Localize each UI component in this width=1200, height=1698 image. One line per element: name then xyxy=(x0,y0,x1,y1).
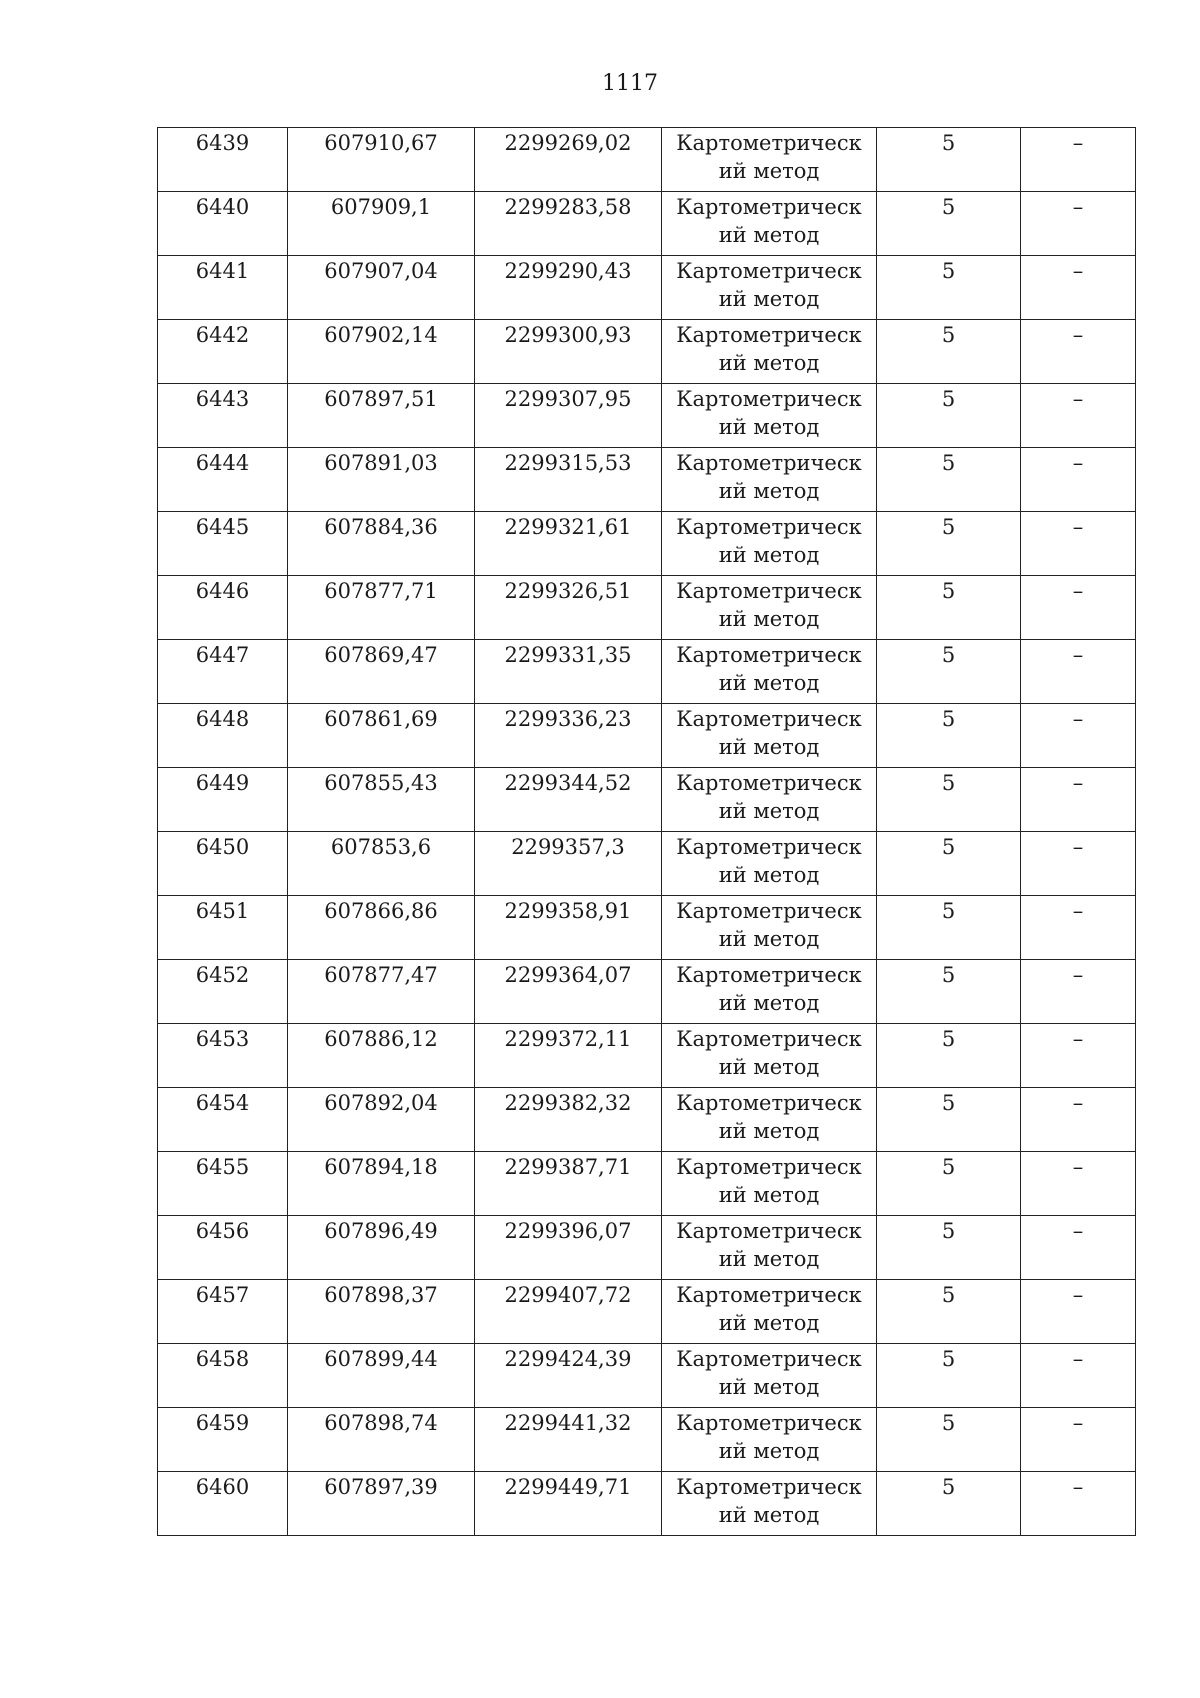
x-coordinate-text: 607909,1 xyxy=(330,195,432,219)
method-cell xyxy=(662,1408,877,1472)
point-number-text: 6440 xyxy=(195,195,250,219)
x-coordinate-cell xyxy=(288,320,475,384)
x-coordinate-text: 607894,18 xyxy=(324,1155,438,1179)
accuracy-cell xyxy=(877,512,1021,576)
table-row xyxy=(158,1344,1136,1408)
note-cell xyxy=(1021,960,1136,1024)
point-number-cell xyxy=(158,576,288,640)
y-coordinate-text: 2299387,71 xyxy=(504,1155,632,1179)
x-coordinate-cell xyxy=(288,1344,475,1408)
point-number-cell xyxy=(158,512,288,576)
accuracy-text: 5 xyxy=(941,899,956,923)
table-row xyxy=(158,1152,1136,1216)
note-text: – xyxy=(1072,771,1084,795)
method-text: Картометрический метод xyxy=(676,1091,862,1143)
y-coordinate-text: 2299315,53 xyxy=(504,451,632,475)
point-number-text: 6452 xyxy=(195,963,250,987)
method-text: Картометрический метод xyxy=(676,579,862,631)
y-coordinate-cell xyxy=(475,320,662,384)
method-cell xyxy=(662,1088,877,1152)
method-cell xyxy=(662,448,877,512)
x-coordinate-cell xyxy=(288,704,475,768)
method-text: Картометрический метод xyxy=(676,1027,862,1079)
y-coordinate-cell xyxy=(475,576,662,640)
y-coordinate-text: 2299449,71 xyxy=(504,1475,632,1499)
table-row xyxy=(158,576,1136,640)
note-text: – xyxy=(1072,1219,1084,1243)
note-cell xyxy=(1021,576,1136,640)
accuracy-text: 5 xyxy=(941,451,956,475)
note-cell xyxy=(1021,320,1136,384)
point-number-text: 6456 xyxy=(195,1219,250,1243)
accuracy-text: 5 xyxy=(941,835,956,859)
table-body xyxy=(158,128,1136,1536)
method-cell xyxy=(662,1344,877,1408)
point-number-text: 6443 xyxy=(195,387,250,411)
table-row xyxy=(158,320,1136,384)
x-coordinate-text: 607877,71 xyxy=(324,579,438,603)
note-cell xyxy=(1021,1408,1136,1472)
x-coordinate-text: 607884,36 xyxy=(324,515,438,539)
point-number-text: 6444 xyxy=(195,451,250,475)
accuracy-text: 5 xyxy=(941,1027,956,1051)
accuracy-text: 5 xyxy=(941,707,956,731)
method-cell xyxy=(662,704,877,768)
x-coordinate-text: 607861,69 xyxy=(324,707,438,731)
point-number-text: 6445 xyxy=(195,515,250,539)
note-text: – xyxy=(1072,1475,1084,1499)
y-coordinate-text: 2299321,61 xyxy=(504,515,632,539)
method-cell xyxy=(662,832,877,896)
x-coordinate-cell xyxy=(288,1088,475,1152)
accuracy-text: 5 xyxy=(941,1219,956,1243)
y-coordinate-text: 2299372,11 xyxy=(504,1027,632,1051)
method-cell xyxy=(662,576,877,640)
point-number-text: 6454 xyxy=(195,1091,250,1115)
note-text: – xyxy=(1072,451,1084,475)
x-coordinate-text: 607886,12 xyxy=(324,1027,438,1051)
note-text: – xyxy=(1072,1411,1084,1435)
x-coordinate-text: 607899,44 xyxy=(324,1347,438,1371)
x-coordinate-text: 607902,14 xyxy=(324,323,438,347)
accuracy-cell xyxy=(877,1472,1021,1536)
point-number-cell xyxy=(158,320,288,384)
accuracy-text: 5 xyxy=(941,1347,956,1371)
point-number-text: 6442 xyxy=(195,323,250,347)
x-coordinate-text: 607897,39 xyxy=(324,1475,438,1499)
method-text: Картометрический метод xyxy=(676,1347,862,1399)
method-cell xyxy=(662,768,877,832)
accuracy-cell xyxy=(877,384,1021,448)
x-coordinate-text: 607877,47 xyxy=(324,963,438,987)
point-number-cell xyxy=(158,832,288,896)
y-coordinate-cell xyxy=(475,832,662,896)
method-cell xyxy=(662,320,877,384)
note-cell xyxy=(1021,1472,1136,1536)
method-cell xyxy=(662,1472,877,1536)
table-row xyxy=(158,512,1136,576)
table-row xyxy=(158,384,1136,448)
method-cell xyxy=(662,1024,877,1088)
y-coordinate-cell xyxy=(475,384,662,448)
method-text: Картометрический метод xyxy=(676,387,862,439)
note-text: – xyxy=(1072,899,1084,923)
accuracy-cell xyxy=(877,576,1021,640)
accuracy-cell xyxy=(877,1216,1021,1280)
note-cell xyxy=(1021,1024,1136,1088)
y-coordinate-text: 2299336,23 xyxy=(504,707,632,731)
note-cell xyxy=(1021,1088,1136,1152)
page-number: 1117 xyxy=(602,71,658,96)
y-coordinate-text: 2299382,32 xyxy=(504,1091,632,1115)
x-coordinate-cell xyxy=(288,832,475,896)
accuracy-cell xyxy=(877,1024,1021,1088)
y-coordinate-text: 2299290,43 xyxy=(504,259,632,283)
y-coordinate-text: 2299331,35 xyxy=(504,643,632,667)
accuracy-text: 5 xyxy=(941,195,956,219)
point-number-cell xyxy=(158,384,288,448)
x-coordinate-cell xyxy=(288,1024,475,1088)
point-number-cell xyxy=(158,1216,288,1280)
method-text: Картометрический метод xyxy=(676,1155,862,1207)
accuracy-text: 5 xyxy=(941,323,956,347)
point-number-text: 6447 xyxy=(195,643,250,667)
accuracy-text: 5 xyxy=(941,1091,956,1115)
point-number-cell xyxy=(158,256,288,320)
method-text: Картометрический метод xyxy=(676,451,862,503)
table-row xyxy=(158,1088,1136,1152)
accuracy-text: 5 xyxy=(941,131,956,155)
accuracy-text: 5 xyxy=(941,963,956,987)
accuracy-cell xyxy=(877,448,1021,512)
y-coordinate-text: 2299307,95 xyxy=(504,387,632,411)
table-row xyxy=(158,896,1136,960)
point-number-cell xyxy=(158,192,288,256)
note-text: – xyxy=(1072,579,1084,603)
accuracy-cell xyxy=(877,1152,1021,1216)
x-coordinate-text: 607891,03 xyxy=(324,451,438,475)
x-coordinate-text: 607907,04 xyxy=(324,259,438,283)
x-coordinate-cell xyxy=(288,1408,475,1472)
accuracy-text: 5 xyxy=(941,771,956,795)
y-coordinate-text: 2299441,32 xyxy=(504,1411,632,1435)
method-text: Картометрический метод xyxy=(676,963,862,1015)
table-row xyxy=(158,1408,1136,1472)
x-coordinate-text: 607866,86 xyxy=(324,899,438,923)
y-coordinate-cell xyxy=(475,192,662,256)
point-number-text: 6441 xyxy=(195,259,250,283)
y-coordinate-cell xyxy=(475,960,662,1024)
method-cell xyxy=(662,512,877,576)
y-coordinate-cell xyxy=(475,1408,662,1472)
method-text: Картометрический метод xyxy=(676,131,862,183)
note-cell xyxy=(1021,832,1136,896)
accuracy-cell xyxy=(877,640,1021,704)
x-coordinate-cell xyxy=(288,768,475,832)
note-text: – xyxy=(1072,707,1084,731)
x-coordinate-text: 607898,74 xyxy=(324,1411,438,1435)
point-number-cell xyxy=(158,704,288,768)
x-coordinate-text: 607892,04 xyxy=(324,1091,438,1115)
method-text: Картометрический метод xyxy=(676,707,862,759)
y-coordinate-text: 2299326,51 xyxy=(504,579,632,603)
y-coordinate-cell xyxy=(475,256,662,320)
point-number-text: 6446 xyxy=(195,579,250,603)
accuracy-cell xyxy=(877,704,1021,768)
accuracy-text: 5 xyxy=(941,1411,956,1435)
note-text: – xyxy=(1072,1283,1084,1307)
y-coordinate-text: 2299357,3 xyxy=(511,835,625,859)
note-cell xyxy=(1021,896,1136,960)
y-coordinate-cell xyxy=(475,704,662,768)
x-coordinate-cell xyxy=(288,128,475,192)
note-text: – xyxy=(1072,1091,1084,1115)
table-row xyxy=(158,1280,1136,1344)
accuracy-cell xyxy=(877,832,1021,896)
method-cell xyxy=(662,128,877,192)
note-text: – xyxy=(1072,835,1084,859)
note-cell xyxy=(1021,1344,1136,1408)
x-coordinate-cell xyxy=(288,1216,475,1280)
accuracy-cell xyxy=(877,1408,1021,1472)
point-number-text: 6449 xyxy=(195,771,250,795)
y-coordinate-cell xyxy=(475,896,662,960)
y-coordinate-cell xyxy=(475,1472,662,1536)
method-text: Картометрический метод xyxy=(676,899,862,951)
note-cell xyxy=(1021,1152,1136,1216)
x-coordinate-text: 607869,47 xyxy=(324,643,438,667)
table-row xyxy=(158,448,1136,512)
accuracy-text: 5 xyxy=(941,387,956,411)
table-row xyxy=(158,640,1136,704)
table-row xyxy=(158,1216,1136,1280)
note-text: – xyxy=(1072,323,1084,347)
note-cell xyxy=(1021,128,1136,192)
note-cell xyxy=(1021,448,1136,512)
note-cell xyxy=(1021,1280,1136,1344)
point-number-cell xyxy=(158,128,288,192)
point-number-cell xyxy=(158,1472,288,1536)
point-number-cell xyxy=(158,1088,288,1152)
point-number-text: 6455 xyxy=(195,1155,250,1179)
y-coordinate-text: 2299358,91 xyxy=(504,899,632,923)
accuracy-text: 5 xyxy=(941,1283,956,1307)
point-number-cell xyxy=(158,1344,288,1408)
method-text: Картометрический метод xyxy=(676,1283,862,1335)
point-number-text: 6460 xyxy=(195,1475,250,1499)
accuracy-cell xyxy=(877,256,1021,320)
table-row xyxy=(158,128,1136,192)
point-number-cell xyxy=(158,960,288,1024)
note-text: – xyxy=(1072,131,1084,155)
table-row xyxy=(158,960,1136,1024)
method-text: Картометрический метод xyxy=(676,1411,862,1463)
method-text: Картометрический метод xyxy=(676,1475,862,1527)
point-number-cell xyxy=(158,896,288,960)
note-text: – xyxy=(1072,1027,1084,1051)
x-coordinate-cell xyxy=(288,256,475,320)
y-coordinate-cell xyxy=(475,1152,662,1216)
method-text: Картометрический метод xyxy=(676,1219,862,1271)
note-cell xyxy=(1021,512,1136,576)
accuracy-cell xyxy=(877,128,1021,192)
x-coordinate-cell xyxy=(288,896,475,960)
method-cell xyxy=(662,256,877,320)
note-text: – xyxy=(1072,1155,1084,1179)
note-cell xyxy=(1021,704,1136,768)
method-cell xyxy=(662,1280,877,1344)
accuracy-cell xyxy=(877,896,1021,960)
point-number-text: 6451 xyxy=(195,899,250,923)
y-coordinate-text: 2299269,02 xyxy=(504,131,632,155)
y-coordinate-text: 2299407,72 xyxy=(504,1283,632,1307)
accuracy-cell xyxy=(877,1280,1021,1344)
method-text: Картометрический метод xyxy=(676,195,862,247)
x-coordinate-text: 607898,37 xyxy=(324,1283,438,1307)
point-number-text: 6453 xyxy=(195,1027,250,1051)
point-number-text: 6459 xyxy=(195,1411,250,1435)
note-cell xyxy=(1021,1216,1136,1280)
note-text: – xyxy=(1072,643,1084,667)
table-row xyxy=(158,704,1136,768)
table-row xyxy=(158,256,1136,320)
note-text: – xyxy=(1072,387,1084,411)
x-coordinate-text: 607896,49 xyxy=(324,1219,438,1243)
y-coordinate-cell xyxy=(475,768,662,832)
point-number-cell xyxy=(158,1280,288,1344)
y-coordinate-text: 2299364,07 xyxy=(504,963,632,987)
method-cell xyxy=(662,192,877,256)
note-text: – xyxy=(1072,259,1084,283)
point-number-text: 6448 xyxy=(195,707,250,731)
y-coordinate-cell xyxy=(475,1088,662,1152)
x-coordinate-cell xyxy=(288,576,475,640)
y-coordinate-text: 2299283,58 xyxy=(504,195,632,219)
table-row xyxy=(158,1472,1136,1536)
y-coordinate-text: 2299344,52 xyxy=(504,771,632,795)
point-number-text: 6450 xyxy=(195,835,250,859)
table-row xyxy=(158,1024,1136,1088)
accuracy-cell xyxy=(877,192,1021,256)
y-coordinate-cell xyxy=(475,1024,662,1088)
accuracy-text: 5 xyxy=(941,643,956,667)
x-coordinate-cell xyxy=(288,448,475,512)
point-number-cell xyxy=(158,1152,288,1216)
note-cell xyxy=(1021,256,1136,320)
point-number-cell xyxy=(158,640,288,704)
x-coordinate-text: 607853,6 xyxy=(330,835,432,859)
x-coordinate-text: 607855,43 xyxy=(324,771,438,795)
table-row xyxy=(158,832,1136,896)
y-coordinate-text: 2299424,39 xyxy=(504,1347,632,1371)
x-coordinate-cell xyxy=(288,512,475,576)
table-row xyxy=(158,768,1136,832)
point-number-text: 6457 xyxy=(195,1283,250,1307)
point-number-text: 6439 xyxy=(195,131,250,155)
accuracy-cell xyxy=(877,320,1021,384)
x-coordinate-cell xyxy=(288,192,475,256)
y-coordinate-text: 2299300,93 xyxy=(504,323,632,347)
x-coordinate-cell xyxy=(288,384,475,448)
y-coordinate-cell xyxy=(475,1344,662,1408)
note-text: – xyxy=(1072,195,1084,219)
accuracy-cell xyxy=(877,960,1021,1024)
point-number-cell xyxy=(158,1024,288,1088)
accuracy-text: 5 xyxy=(941,1155,956,1179)
method-cell xyxy=(662,640,877,704)
table-row xyxy=(158,192,1136,256)
point-number-text: 6458 xyxy=(195,1347,250,1371)
x-coordinate-cell xyxy=(288,960,475,1024)
x-coordinate-cell xyxy=(288,640,475,704)
y-coordinate-cell xyxy=(475,448,662,512)
point-number-cell xyxy=(158,768,288,832)
method-text: Картометрический метод xyxy=(676,835,862,887)
method-cell xyxy=(662,1152,877,1216)
point-number-cell xyxy=(158,1408,288,1472)
method-cell xyxy=(662,896,877,960)
accuracy-text: 5 xyxy=(941,1475,956,1499)
note-text: – xyxy=(1072,1347,1084,1371)
point-number-cell xyxy=(158,448,288,512)
accuracy-cell xyxy=(877,1088,1021,1152)
note-text: – xyxy=(1072,515,1084,539)
method-text: Картометрический метод xyxy=(676,515,862,567)
note-cell xyxy=(1021,640,1136,704)
method-cell xyxy=(662,960,877,1024)
note-cell xyxy=(1021,768,1136,832)
y-coordinate-cell xyxy=(475,512,662,576)
note-cell xyxy=(1021,192,1136,256)
y-coordinate-cell xyxy=(475,1280,662,1344)
x-coordinate-text: 607897,51 xyxy=(324,387,438,411)
x-coordinate-cell xyxy=(288,1152,475,1216)
accuracy-text: 5 xyxy=(941,515,956,539)
y-coordinate-cell xyxy=(475,640,662,704)
method-cell xyxy=(662,384,877,448)
method-text: Картометрический метод xyxy=(676,771,862,823)
x-coordinate-text: 607910,67 xyxy=(324,131,438,155)
y-coordinate-cell xyxy=(475,128,662,192)
note-cell xyxy=(1021,384,1136,448)
accuracy-text: 5 xyxy=(941,579,956,603)
method-text: Картометрический метод xyxy=(676,259,862,311)
method-cell xyxy=(662,1216,877,1280)
x-coordinate-cell xyxy=(288,1280,475,1344)
x-coordinate-cell xyxy=(288,1472,475,1536)
accuracy-cell xyxy=(877,1344,1021,1408)
accuracy-cell xyxy=(877,768,1021,832)
method-text: Картометрический метод xyxy=(676,323,862,375)
method-text: Картометрический метод xyxy=(676,643,862,695)
coordinates-table xyxy=(157,127,1136,1536)
accuracy-text: 5 xyxy=(941,259,956,283)
y-coordinate-cell xyxy=(475,1216,662,1280)
note-text: – xyxy=(1072,963,1084,987)
y-coordinate-text: 2299396,07 xyxy=(504,1219,632,1243)
